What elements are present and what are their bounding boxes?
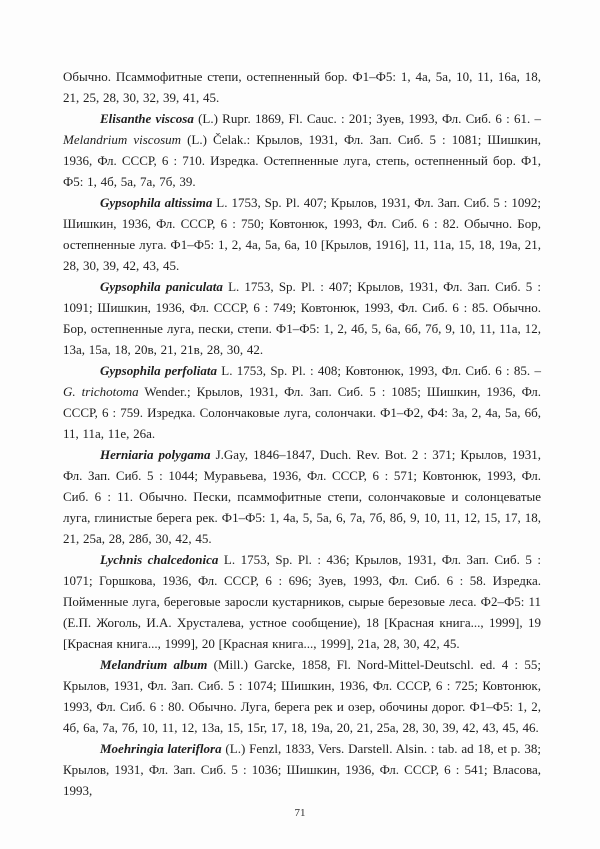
reference-text: L. 1753, Sp. Pl. : 407; Крылов, 1931, Фл. Зап. Сиб. 5 : 1091; Шишкин, 1936, Фл. СССР, 6 : 749; Ковтонюк, 1993, Фл. Сиб. 6 : 85. Обычно. Бор, остепненные луга, пески, степи. Ф1–Ф5: 1, 2, 4б, 5, 6а, 6б, 7б, 9, 10, 11, 11а, 12, 13а, 15а, 18, 20в, 21, 21в, 28, 30, 42. [63,279,541,357]
species-name: Gypsophila paniculata [100,279,223,294]
reference-text: L. 1753, Sp. Pl. : 436; Крылов, 1931, Фл. Зап. Сиб. 5 : 1071; Горшкова, 1936, Фл. СССР, 6 : 696; Зуев, 1993, Фл. Сиб. 6 : 58. Изредка. Пойменные луга, береговые заросли кустарников, сырые березовые леса. Ф2–Ф5: 11 (Е.П. Жоголь, И.А. Хрусталева, устное сообщение), 18 [Красная книга..., 1999], 19 [Красная книга..., 1999], 20 [Красная книга..., 1999], 21а, 28, 30, 42, 45. [63,552,541,651]
page-number: 71 [294,807,306,819]
text-block [63,66,541,801]
reference-text: (L.) Fenzl, 1833, Vers. Darstell. Alsin. : tab. ad 18, et p. 38; Крылов, 1931, Фл. Зап. Сиб. 5 : 1036; Шишкин, 1936, Фл. СССР, 6 : 541; Власова, 1993, [63,741,541,798]
reference-text: L. 1753, Sp. Pl. : 408; Ковтонюк, 1993, Фл. Сиб. 6 : 85. – [216,363,541,378]
species-name: Elisanthe viscosa [100,111,194,126]
species-name: Herniaria polygama [100,447,211,462]
paragraph-gypsophila-paniculata [63,276,541,360]
page-footer [0,806,600,820]
species-name: Moehringia lateriflora [100,741,222,756]
species-name: Gypsophila perfoliata [100,363,217,378]
reference-text: (L.) Čelak.: Крылов, 1931, Фл. Зап. Сиб. 5 : 1081; Шишкин, 1936, Фл. СССР, 6 : 710. Изредка. Остепненные луга, степь, остепненный бор. Ф1, Ф5: 1, 4б, 5а, 7а, 7б, 39. [63,132,541,189]
paragraph-lychnis-chalcedonica [63,549,541,654]
reference-text: Обычно. Псаммофитные степи, остепненный бор. Ф1–Ф5: 1, 4а, 5а, 10, 11, 16а, 18, 21, 25, 28, 30, 32, 39, 41, 45. [63,69,541,105]
paragraph-moehringia-lateriflora [63,738,541,801]
synonym-name: G. trichotoma [63,384,139,399]
paragraph-gypsophila-altissima [63,192,541,276]
paragraph-continuation-previous-species [63,66,541,108]
species-name: Melandrium album [100,657,208,672]
synonym-name: Melandrium viscosum [63,132,182,147]
paragraph-herniaria-polygama [63,444,541,549]
reference-text: Wender.; Крылов, 1931, Фл. Зап. Сиб. 5 : 1085; Шишкин, 1936, Фл. СССР, 6 : 759. Изредка. Солончаковые луга, солончаки. Ф1–Ф2, Ф4: 3а, 2, 4а, 5а, 6б, 11, 11а, 11е, 26а. [63,384,541,441]
paragraph-melandrium-album [63,654,541,738]
species-name: Lychnis chalcedonica [100,552,219,567]
reference-text: L. 1753, Sp. Pl. 407; Крылов, 1931, Фл. Зап. Сиб. 5 : 1092; Шишкин, 1936, Фл. СССР, 6 : 750; Ковтонюк, 1993, Фл. Сиб. 6 : 82. Обычно. Бор, остепненные луга. Ф1–Ф5: 1, 2, 4а, 5а, 6а, 10 [Крылов, 1916], 11, 11а, 15, 18, 19а, 21, 28, 30, 39, 42, 43, 45. [63,195,541,273]
paragraph-gypsophila-perfoliata [63,360,541,444]
paragraph-elisanthe-viscosa [63,108,541,192]
reference-text: J.Gay, 1846–1847, Duch. Rev. Bot. 2 : 371; Крылов, 1931, Фл. Зап. Сиб. 5 : 1044; Муравьева, 1936, Фл. СССР, 6 : 571; Ковтонюк, 1993, Фл. Сиб. 6 : 11. Обычно. Пески, псаммофитные степи, солончаковые и солонцеватые луга, глинистые берега рек. Ф1–Ф5: 1, 4а, 5, 5а, 6, 7а, 7б, 8б, 9, 10, 11, 12, 15, 17, 18, 21, 25а, 28, 28б, 30, 42, 45. [63,447,541,546]
species-name: Gypsophila altissima [100,195,213,210]
reference-text: (Mill.) Garcke, 1858, Fl. Nord-Mittel-Deutschl. ed. 4 : 55; Крылов, 1931, Фл. Зап. Сиб. 5 : 1074; Шишкин, 1936, Фл. СССР, 6 : 725; Ковтонюк, 1993, Фл. Сиб. 6 : 80. Обычно. Луга, берега рек и озер, обочины дорог. Ф1–Ф5: 1, 2, 4б, 6а, 7а, 7б, 10, 11, 12, 13а, 15, 15г, 17, 18, 19а, 20, 21, 25а, 28, 30, 39, 42, 43, 45, 46. [63,657,542,735]
reference-text: (L.) Rupr. 1869, Fl. Cauc. : 201; Зуев, 1993, Фл. Сиб. 6 : 61. – [193,111,541,126]
